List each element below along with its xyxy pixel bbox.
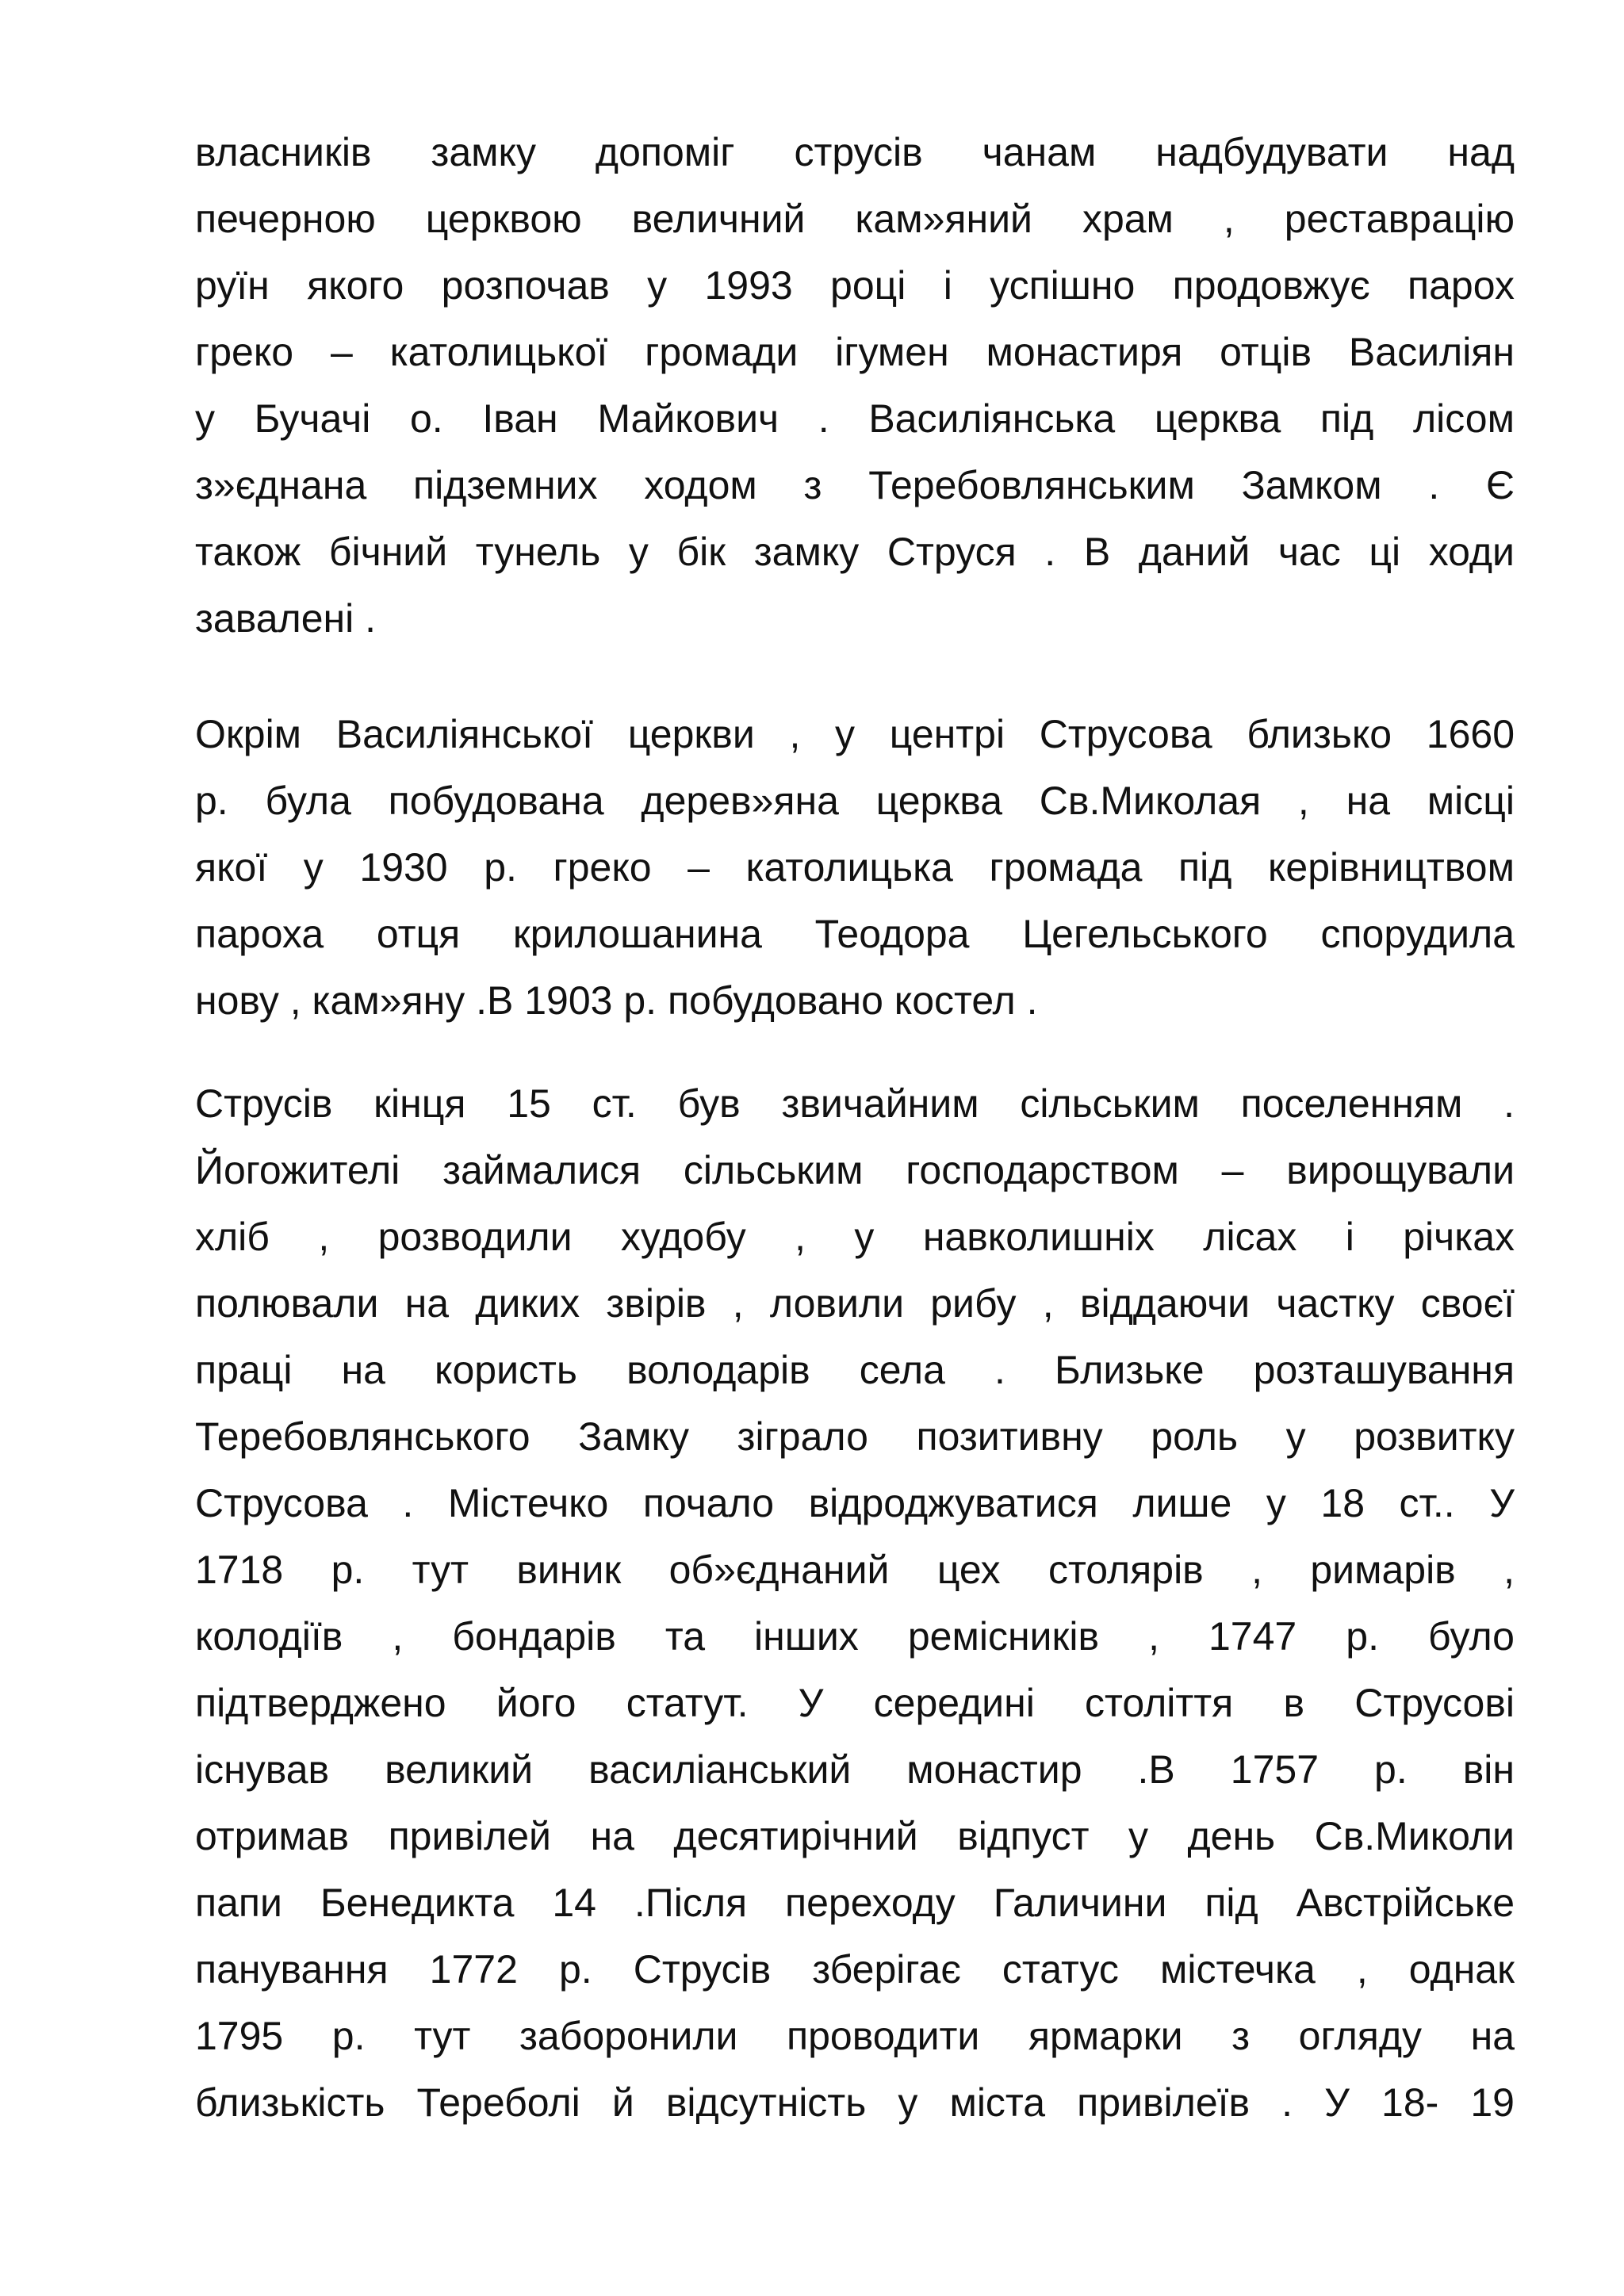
text-line: у Бучачі о. Іван Майкович . Василіянська церква під лісом bbox=[195, 396, 1515, 441]
text-line: з»єднана підземних ходом з Теребовлянським Замком . Є bbox=[195, 463, 1515, 507]
paragraph-3 bbox=[195, 1070, 1515, 2136]
text-line: полювали на диких звірів , ловили рибу , віддаючи частку своєї bbox=[195, 1281, 1515, 1326]
text-line: власників замку допоміг струсів чанам надбудувати над bbox=[195, 130, 1515, 174]
text-line: Струсів кінця 15 ст. був звичайним сільським поселенням . bbox=[195, 1081, 1515, 1126]
text-line: печерною церквою величний кам»яний храм , реставрацію bbox=[195, 197, 1515, 241]
text-line: праці на користь володарів села . Близьке розташування bbox=[195, 1348, 1515, 1392]
text-line: близькість Тереболі й відсутність у міста привілеїв . У 18- 19 bbox=[195, 2080, 1515, 2125]
paragraph-1 bbox=[195, 119, 1515, 652]
text-line: хліб , розводили худобу , у навколишніх лісах і річках bbox=[195, 1215, 1515, 1259]
text-line: також бічний тунель у бік замку Струся . В даний час ці ходи bbox=[195, 530, 1515, 574]
text-line: 1718 р. тут виник об»єднаний цех столярів , римарів , bbox=[195, 1548, 1515, 1592]
text-line: пароха отця крилошанина Теодора Цегельського спорудила bbox=[195, 912, 1515, 956]
text-line: якої у 1930 р. греко – католицька громада під керівництвом bbox=[195, 845, 1515, 890]
text-line: папи Бенедикта 14 .Після переходу Галичини під Австрійське bbox=[195, 1881, 1515, 1925]
text-line: греко – католицької громади ігумен монастиря отців Василіян bbox=[195, 330, 1515, 374]
text-line: р. була побудована дерев»яна церква Св.Миколая , на місці bbox=[195, 779, 1515, 823]
text-line: Струсова . Містечко почало відроджуватися лише у 18 ст.. У bbox=[195, 1481, 1515, 1525]
text-line: отримав привілей на десятирічний відпуст у день Св.Миколи bbox=[195, 1814, 1515, 1858]
text-line: завалені . bbox=[195, 596, 377, 641]
text-line: Окрім Василіянської церкви , у центрі Струсова близько 1660 bbox=[195, 712, 1515, 756]
text-line: руїн якого розпочав у 1993 році і успішно продовжує парох bbox=[195, 263, 1515, 308]
text-line: існував великий василіанський монастир .В 1757 р. він bbox=[195, 1747, 1515, 1792]
text-line: Теребовлянського Замку зіграло позитивну роль у розвитку bbox=[195, 1414, 1515, 1459]
text-line: панування 1772 р. Струсів зберігає статус містечка , однак bbox=[195, 1947, 1515, 1992]
text-line: Йогожителі займалися сільським господарством – вирощували bbox=[195, 1148, 1515, 1192]
text-line: 1795 р. тут заборонили проводити ярмарки з огляду на bbox=[195, 2014, 1515, 2058]
text-line: підтверджено його статут. У середині століття в Струсові bbox=[195, 1681, 1515, 1725]
paragraph-2 bbox=[195, 701, 1515, 1034]
text-line: нову , кам»яну .В 1903 р. побудовано костел . bbox=[195, 978, 1038, 1023]
text-line: колодіїв , бондарів та інших ремісників , 1747 р. було bbox=[195, 1614, 1515, 1659]
